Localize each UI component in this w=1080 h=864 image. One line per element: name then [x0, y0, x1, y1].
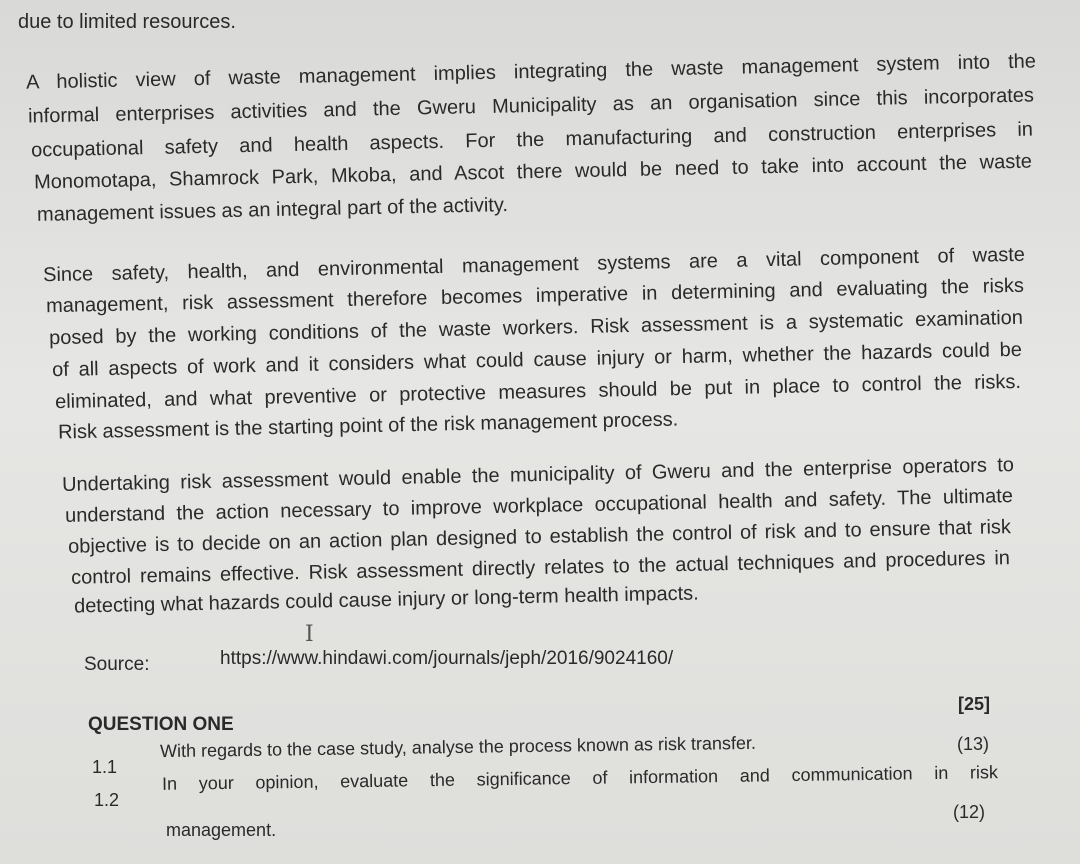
paragraph-line: posed by the working conditions of the waste workers. Risk assessment is a systematic examination — [48, 306, 1024, 350]
question-marks: (12) — [953, 802, 986, 822]
paragraph-line: Risk assessment is the starting point of the risk management process. — [57, 408, 679, 444]
question-text: management. — [166, 820, 277, 840]
question-number: 1.2 — [94, 790, 120, 810]
paragraph-line: management issues as an integral part of the activity. — [36, 194, 509, 226]
paragraph-line: of all aspects of work and it considers what could cause injury or harm, whether the hazards could be — [51, 338, 1023, 382]
paragraph-line: A holistic view of waste management implies integrating the waste management system into the — [25, 50, 1037, 94]
question-text: With regards to the case study, analyse the process known as risk transfer. — [159, 732, 757, 762]
paragraph-line: objective is to decide on an action plan designed to establish the control of risk and to ensure that risk — [67, 516, 1012, 558]
paragraph-line: informal enterprises activities and the Gweru Municipality as an organisation since this incorporates — [27, 84, 1035, 128]
paragraph-line: control remains effective. Risk assessment directly relates to the actual techniques and procedures in — [70, 547, 1011, 589]
question-number: 1.1 — [92, 757, 118, 777]
paragraph-line: Since safety, health, and environmental management systems are a vital component of waste — [42, 243, 1026, 287]
paragraph-line: understand the action necessary to improve workplace occupational health and safety. The ultimate — [64, 485, 1014, 527]
source-link[interactable]: https://www.hindawi.com/journals/jeph/2016/9024160/ — [220, 648, 674, 669]
question-marks: (13) — [957, 734, 990, 754]
source-label: Source: — [84, 654, 150, 675]
paragraph-line: eliminated, and what preventive or protective measures should be put in place to control the risks. — [54, 370, 1022, 414]
paragraph-line: detecting what hazards could cause injury or long-term health impacts. — [73, 582, 699, 618]
text-cursor-icon: I — [305, 622, 314, 647]
intro-fragment: due to limited resources. — [18, 11, 236, 33]
paragraph-line: Undertaking risk assessment would enable the municipality of Gweru and the enterprise operators to — [61, 454, 1015, 496]
paragraph-line: occupational safety and health aspects. For the manufacturing and construction enterprises in — [30, 118, 1034, 162]
question-title: QUESTION ONE — [88, 714, 234, 735]
question-total-marks: [25] — [958, 694, 991, 714]
paragraph-line: Monomotapa, Shamrock Park, Mkoba, and Ascot there would be need to take into account the waste — [33, 150, 1033, 194]
paragraph-line: management, risk assessment therefore becomes imperative in determining and evaluating the risks — [45, 274, 1025, 318]
question-text: In your opinion, evaluate the significance of information and communication in risk — [161, 762, 999, 794]
